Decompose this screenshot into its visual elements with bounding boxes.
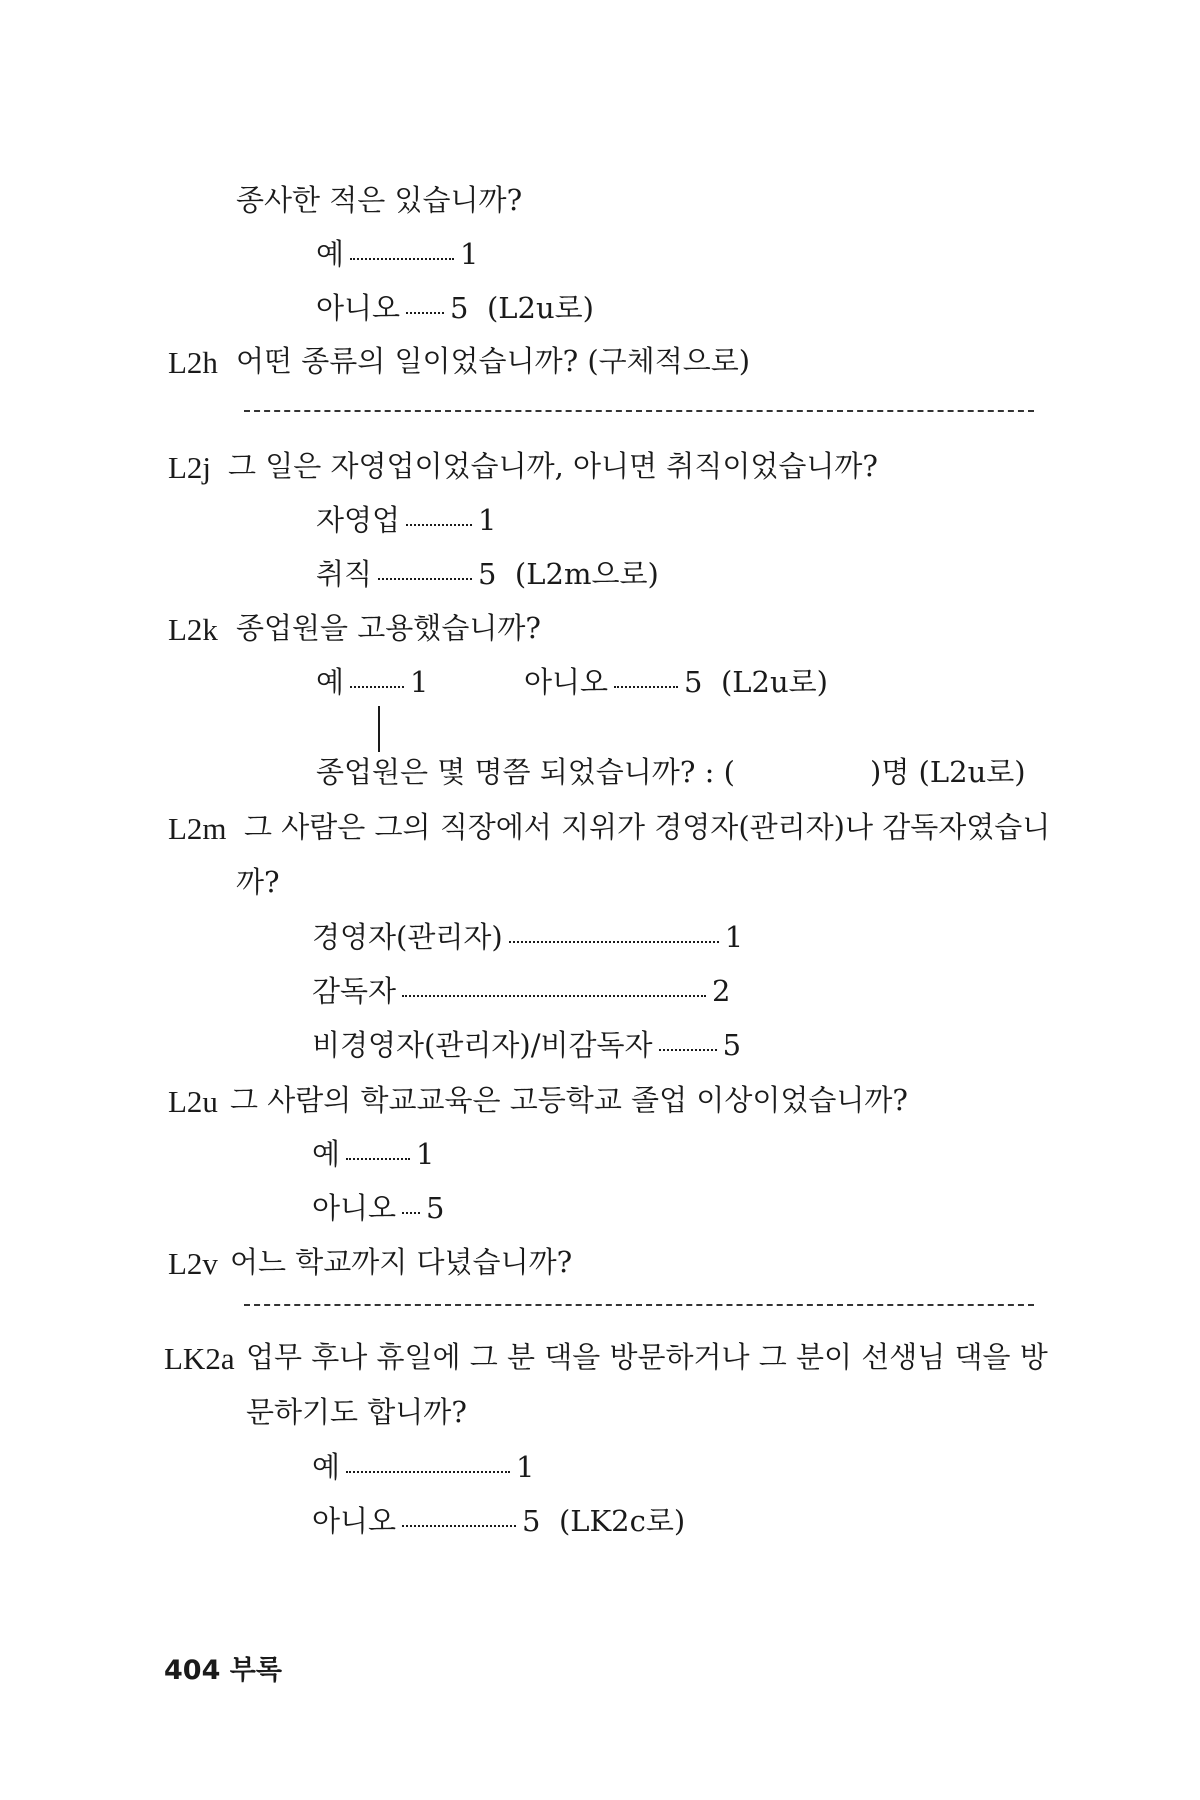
option-label: 경영자(관리자) xyxy=(312,920,503,954)
skip-instruction: (LK2c로) xyxy=(558,1504,686,1538)
option-code: 5 xyxy=(522,1504,541,1538)
answer-option xyxy=(316,503,497,537)
follow-up-text: 종업원은 몇 명쯤 되었습니까? : ( xyxy=(316,755,735,789)
skip-instruction: (L2u로) xyxy=(486,291,594,325)
option-code: 2 xyxy=(712,974,731,1008)
section-name: 부록 xyxy=(229,1655,282,1686)
answer-option xyxy=(312,1028,742,1062)
option-label: 아니오 xyxy=(316,291,401,325)
answer-option-no xyxy=(524,665,828,699)
follow-up-unit-text: )명 xyxy=(870,755,910,789)
dot-leader xyxy=(346,1471,510,1473)
follow-up-unit xyxy=(870,755,1026,789)
question-text: 종업원을 고용했습니까? xyxy=(236,611,541,645)
dot-leader xyxy=(402,1212,420,1214)
page-number: 404 xyxy=(164,1655,221,1686)
answer-option xyxy=(316,291,594,325)
dot-leader xyxy=(406,312,444,314)
answer-option xyxy=(312,974,731,1008)
dot-leader xyxy=(346,1158,410,1160)
answer-option-yes xyxy=(316,665,429,699)
option-label: 예 xyxy=(316,665,345,699)
page-footer xyxy=(164,1648,282,1687)
dot-leader xyxy=(659,1049,717,1051)
answer-option xyxy=(316,557,659,591)
option-code: 1 xyxy=(516,1450,535,1484)
follow-up-question xyxy=(316,755,735,789)
option-code: 1 xyxy=(416,1137,435,1171)
option-label: 예 xyxy=(312,1450,341,1484)
question-id: L2k xyxy=(168,612,218,647)
option-code: 5 xyxy=(722,1028,742,1062)
option-label: 예 xyxy=(316,237,345,271)
option-label: 아니오 xyxy=(312,1504,397,1538)
question-text-line1: 업무 후나 휴일에 그 분 댁을 방문하거나 그 분이 선생님 댁을 방 xyxy=(246,1340,1048,1374)
dot-leader xyxy=(402,995,706,997)
option-label: 자영업 xyxy=(316,503,401,537)
dot-leader xyxy=(509,941,719,943)
option-code: 5 xyxy=(684,665,703,699)
option-code: 1 xyxy=(410,665,429,699)
question-text-line1: 그 사람은 그의 직장에서 지위가 경영자(관리자)나 감독자였습니 xyxy=(244,810,1051,844)
answer-option xyxy=(316,237,479,271)
question-text: 그 일은 자영업이었습니까, 아니면 취직이었습니까? xyxy=(228,449,878,483)
dot-leader xyxy=(406,524,472,526)
dot-leader xyxy=(350,258,454,260)
option-label: 아니오 xyxy=(312,1191,397,1225)
option-code: 1 xyxy=(724,920,744,954)
answer-blank-line xyxy=(244,1304,1034,1306)
option-code: 5 xyxy=(478,557,497,591)
dot-leader xyxy=(350,686,404,688)
option-label: 예 xyxy=(312,1137,341,1171)
skip-instruction: (L2u로) xyxy=(720,665,828,699)
question-id: L2m xyxy=(168,811,227,846)
skip-instruction: (L2u로) xyxy=(918,755,1026,789)
question-id: L2j xyxy=(168,450,212,485)
question-id: LK2a xyxy=(164,1341,235,1376)
option-code: 5 xyxy=(426,1191,445,1225)
question-text: 어떤 종류의 일이었습니까? (구체적으로) xyxy=(236,344,751,378)
option-label: 비경영자(관리자)/비감독자 xyxy=(312,1028,653,1062)
answer-option xyxy=(312,1450,535,1484)
option-code: 1 xyxy=(460,237,479,271)
question-id: L2u xyxy=(168,1084,218,1119)
answer-blank-line xyxy=(244,410,1034,412)
question-text: 어느 학교까지 다녔습니까? xyxy=(230,1245,573,1279)
branch-connector xyxy=(378,706,380,752)
option-label: 취직 xyxy=(316,557,373,591)
option-code: 1 xyxy=(478,503,497,537)
answer-option xyxy=(312,1191,445,1225)
question-text: 그 사람의 학교교육은 고등학교 졸업 이상이었습니까? xyxy=(230,1083,908,1117)
answer-option xyxy=(312,1504,686,1538)
dot-leader xyxy=(402,1525,516,1527)
dot-leader xyxy=(614,686,678,688)
question-text-line2: 까? xyxy=(236,865,280,899)
option-code: 5 xyxy=(450,291,469,325)
question-id: L2v xyxy=(168,1246,218,1281)
question-l2g-continuation: 종사한 적은 있습니까? xyxy=(236,183,523,217)
answer-option xyxy=(312,1137,435,1171)
answer-option xyxy=(312,920,744,954)
option-label: 아니오 xyxy=(524,665,609,699)
option-label: 감독자 xyxy=(312,974,397,1008)
skip-instruction: (L2m으로) xyxy=(514,557,659,591)
question-id: L2h xyxy=(168,345,218,380)
dot-leader xyxy=(378,578,472,580)
question-text-line2: 문하기도 합니까? xyxy=(246,1395,467,1429)
